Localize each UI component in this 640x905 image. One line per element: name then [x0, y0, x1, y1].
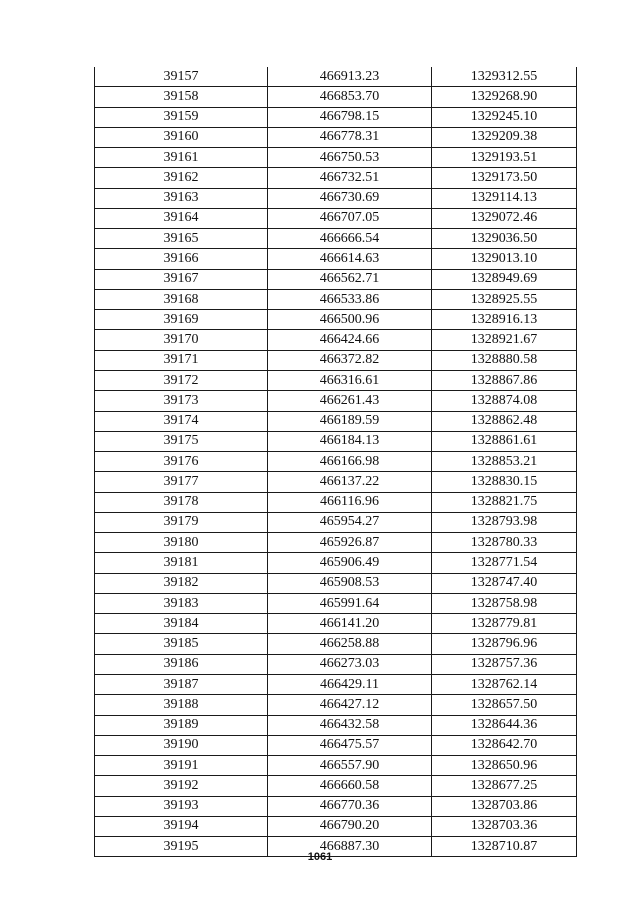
table-row: [95, 776, 577, 796]
point-id-cell: 39164: [95, 208, 268, 228]
y-coordinate-cell: 1328771.54: [432, 553, 577, 573]
point-id-cell: 39195: [95, 837, 268, 857]
y-coordinate-cell: 1329312.55: [432, 67, 577, 87]
table-row: [95, 593, 577, 613]
point-id-cell: 39187: [95, 674, 268, 694]
x-coordinate-cell: 466790.20: [268, 816, 432, 836]
y-coordinate-cell: 1328677.25: [432, 776, 577, 796]
point-id-cell: 39183: [95, 593, 268, 613]
y-coordinate-cell: 1328880.58: [432, 350, 577, 370]
x-coordinate-cell: 466427.12: [268, 695, 432, 715]
table-row: [95, 310, 577, 330]
point-id-cell: 39162: [95, 168, 268, 188]
x-coordinate-cell: 466475.57: [268, 735, 432, 755]
y-coordinate-cell: 1328657.50: [432, 695, 577, 715]
y-coordinate-cell: 1328925.55: [432, 289, 577, 309]
x-coordinate-cell: 466116.96: [268, 492, 432, 512]
point-id-cell: 39185: [95, 634, 268, 654]
point-id-cell: 39177: [95, 472, 268, 492]
y-coordinate-cell: 1328793.98: [432, 512, 577, 532]
x-coordinate-cell: 465906.49: [268, 553, 432, 573]
coordinate-table: [94, 67, 577, 857]
x-coordinate-cell: 465991.64: [268, 593, 432, 613]
x-coordinate-cell: 466533.86: [268, 289, 432, 309]
y-coordinate-cell: 1329173.50: [432, 168, 577, 188]
table-row: [95, 492, 577, 512]
point-id-cell: 39181: [95, 553, 268, 573]
point-id-cell: 39172: [95, 370, 268, 390]
y-coordinate-cell: 1328916.13: [432, 310, 577, 330]
y-coordinate-cell: 1329036.50: [432, 229, 577, 249]
table-row: [95, 168, 577, 188]
y-coordinate-cell: 1328921.67: [432, 330, 577, 350]
table-row: [95, 431, 577, 451]
x-coordinate-cell: 466500.96: [268, 310, 432, 330]
table-row: [95, 816, 577, 836]
table-row: [95, 127, 577, 147]
point-id-cell: 39193: [95, 796, 268, 816]
table-row: [95, 67, 577, 87]
y-coordinate-cell: 1329209.38: [432, 127, 577, 147]
coordinate-table-body: [95, 67, 577, 857]
point-id-cell: 39171: [95, 350, 268, 370]
table-row: [95, 573, 577, 593]
table-row: [95, 472, 577, 492]
point-id-cell: 39194: [95, 816, 268, 836]
table-row: [95, 148, 577, 168]
point-id-cell: 39163: [95, 188, 268, 208]
x-coordinate-cell: 466887.30: [268, 837, 432, 857]
table-row: [95, 249, 577, 269]
point-id-cell: 39188: [95, 695, 268, 715]
x-coordinate-cell: 466770.36: [268, 796, 432, 816]
point-id-cell: 39176: [95, 452, 268, 472]
point-id-cell: 39174: [95, 411, 268, 431]
y-coordinate-cell: 1328758.98: [432, 593, 577, 613]
table-row: [95, 634, 577, 654]
y-coordinate-cell: 1328650.96: [432, 756, 577, 776]
table-row: [95, 715, 577, 735]
table-row: [95, 452, 577, 472]
x-coordinate-cell: 466273.03: [268, 654, 432, 674]
point-id-cell: 39184: [95, 614, 268, 634]
point-id-cell: 39158: [95, 87, 268, 107]
point-id-cell: 39186: [95, 654, 268, 674]
x-coordinate-cell: 466778.31: [268, 127, 432, 147]
y-coordinate-cell: 1328853.21: [432, 452, 577, 472]
point-id-cell: 39173: [95, 391, 268, 411]
x-coordinate-cell: 466316.61: [268, 370, 432, 390]
table-row: [95, 614, 577, 634]
y-coordinate-cell: 1328642.70: [432, 735, 577, 755]
table-row: [95, 533, 577, 553]
point-id-cell: 39190: [95, 735, 268, 755]
table-row: [95, 87, 577, 107]
y-coordinate-cell: 1328703.36: [432, 816, 577, 836]
point-id-cell: 39189: [95, 715, 268, 735]
point-id-cell: 39165: [95, 229, 268, 249]
y-coordinate-cell: 1328867.86: [432, 370, 577, 390]
y-coordinate-cell: 1329072.46: [432, 208, 577, 228]
point-id-cell: 39166: [95, 249, 268, 269]
table-row: [95, 674, 577, 694]
x-coordinate-cell: 466798.15: [268, 107, 432, 127]
point-id-cell: 39160: [95, 127, 268, 147]
x-coordinate-cell: 466557.90: [268, 756, 432, 776]
x-coordinate-cell: 466660.58: [268, 776, 432, 796]
y-coordinate-cell: 1328780.33: [432, 533, 577, 553]
x-coordinate-cell: 466432.58: [268, 715, 432, 735]
y-coordinate-cell: 1329114.13: [432, 188, 577, 208]
table-row: [95, 512, 577, 532]
x-coordinate-cell: 466184.13: [268, 431, 432, 451]
x-coordinate-cell: 466258.88: [268, 634, 432, 654]
y-coordinate-cell: 1328779.81: [432, 614, 577, 634]
point-id-cell: 39168: [95, 289, 268, 309]
x-coordinate-cell: 466730.69: [268, 188, 432, 208]
y-coordinate-cell: 1328830.15: [432, 472, 577, 492]
x-coordinate-cell: 466853.70: [268, 87, 432, 107]
x-coordinate-cell: 466166.98: [268, 452, 432, 472]
table-row: [95, 553, 577, 573]
y-coordinate-cell: 1328861.61: [432, 431, 577, 451]
x-coordinate-cell: 466189.59: [268, 411, 432, 431]
table-row: [95, 289, 577, 309]
y-coordinate-cell: 1328796.96: [432, 634, 577, 654]
y-coordinate-cell: 1328949.69: [432, 269, 577, 289]
x-coordinate-cell: 466424.66: [268, 330, 432, 350]
x-coordinate-cell: 466562.71: [268, 269, 432, 289]
table-row: [95, 188, 577, 208]
point-id-cell: 39157: [95, 67, 268, 87]
x-coordinate-cell: 466141.20: [268, 614, 432, 634]
table-row: [95, 107, 577, 127]
y-coordinate-cell: 1329013.10: [432, 249, 577, 269]
point-id-cell: 39159: [95, 107, 268, 127]
x-coordinate-cell: 466707.05: [268, 208, 432, 228]
table-row: [95, 756, 577, 776]
x-coordinate-cell: 466261.43: [268, 391, 432, 411]
table-row: [95, 269, 577, 289]
point-id-cell: 39161: [95, 148, 268, 168]
y-coordinate-cell: 1328747.40: [432, 573, 577, 593]
table-row: [95, 654, 577, 674]
x-coordinate-cell: 466732.51: [268, 168, 432, 188]
point-id-cell: 39167: [95, 269, 268, 289]
y-coordinate-cell: 1328862.48: [432, 411, 577, 431]
y-coordinate-cell: 1328703.86: [432, 796, 577, 816]
point-id-cell: 39192: [95, 776, 268, 796]
x-coordinate-cell: 466666.54: [268, 229, 432, 249]
point-id-cell: 39180: [95, 533, 268, 553]
table-row: [95, 370, 577, 390]
table-row: [95, 350, 577, 370]
x-coordinate-cell: 465926.87: [268, 533, 432, 553]
table-row: [95, 411, 577, 431]
table-row: [95, 391, 577, 411]
point-id-cell: 39191: [95, 756, 268, 776]
point-id-cell: 39170: [95, 330, 268, 350]
point-id-cell: 39179: [95, 512, 268, 532]
x-coordinate-cell: 466137.22: [268, 472, 432, 492]
x-coordinate-cell: 465954.27: [268, 512, 432, 532]
y-coordinate-cell: 1328821.75: [432, 492, 577, 512]
y-coordinate-cell: 1328757.36: [432, 654, 577, 674]
x-coordinate-cell: 466750.53: [268, 148, 432, 168]
x-coordinate-cell: 466372.82: [268, 350, 432, 370]
x-coordinate-cell: 466614.63: [268, 249, 432, 269]
x-coordinate-cell: 466429.11: [268, 674, 432, 694]
x-coordinate-cell: 466913.23: [268, 67, 432, 87]
page-number: 1061: [307, 851, 333, 863]
x-coordinate-cell: 465908.53: [268, 573, 432, 593]
table-row: [95, 735, 577, 755]
y-coordinate-cell: 1329268.90: [432, 87, 577, 107]
y-coordinate-cell: 1328762.14: [432, 674, 577, 694]
point-id-cell: 39175: [95, 431, 268, 451]
table-row: [95, 796, 577, 816]
point-id-cell: 39178: [95, 492, 268, 512]
point-id-cell: 39182: [95, 573, 268, 593]
y-coordinate-cell: 1329193.51: [432, 148, 577, 168]
table-row: [95, 330, 577, 350]
y-coordinate-cell: 1328710.87: [432, 837, 577, 857]
point-id-cell: 39169: [95, 310, 268, 330]
y-coordinate-cell: 1328644.36: [432, 715, 577, 735]
y-coordinate-cell: 1328874.08: [432, 391, 577, 411]
table-row: [95, 695, 577, 715]
table-row: [95, 208, 577, 228]
table-row: [95, 229, 577, 249]
y-coordinate-cell: 1329245.10: [432, 107, 577, 127]
